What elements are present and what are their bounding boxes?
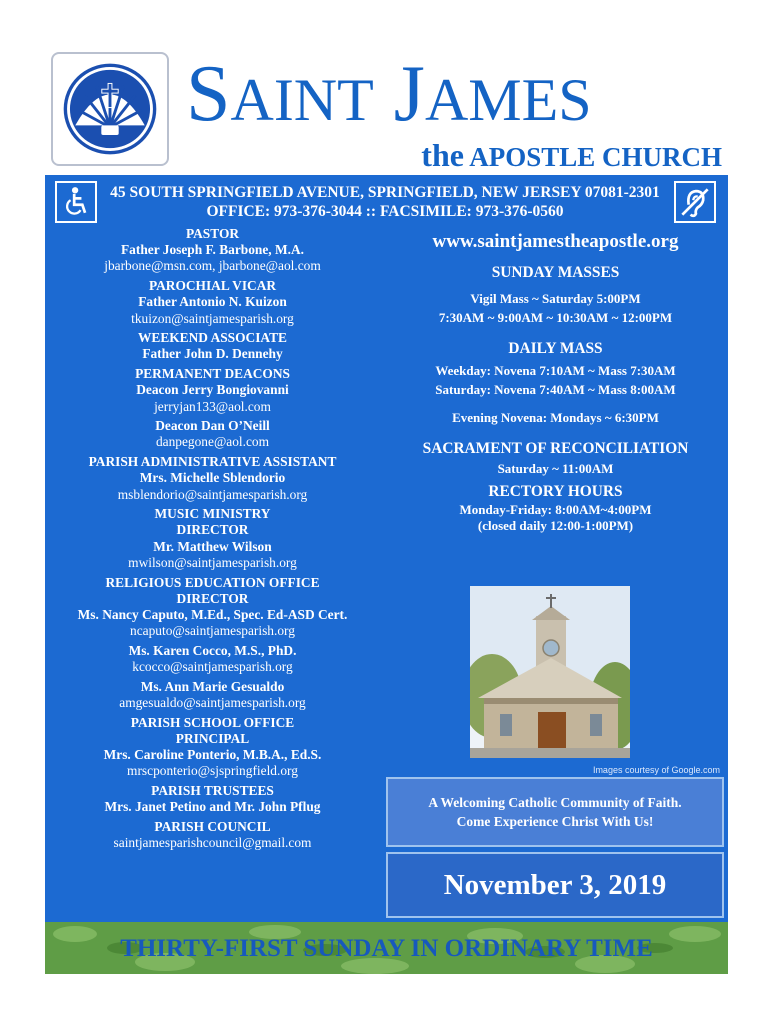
accessibility-box (55, 181, 97, 223)
staff-email: jerryjan133@aol.com (154, 398, 271, 414)
role-weekend-associate: WEEKEND ASSOCIATE (138, 330, 287, 346)
staff-name: Ms. Ann Marie Gesualdo (140, 678, 285, 694)
role-permanent-deacons: PERMANENT DEACONS (135, 366, 290, 382)
staff-email: saintjamesparishcouncil@gmail.com (113, 835, 312, 851)
staff-email: tkuizon@saintjamesparish.org (131, 310, 294, 326)
staff-name: Mrs. Michelle Sblendorio (139, 470, 286, 486)
staff-name: Father Antonio N. Kuizon (138, 294, 287, 310)
reconciliation-time: Saturday ~ 11:00AM (497, 461, 614, 476)
role-school-office: PARISH SCHOOL OFFICE (130, 714, 295, 730)
scallop-shell-cross-icon (53, 54, 167, 164)
rectory-hours: Monday-Friday: 8:00AM~4:00PM (459, 502, 652, 517)
sunday-masses-heading: SUNDAY MASSES (491, 264, 620, 281)
staff-email: amgesualdo@saintjamesparish.org (119, 694, 306, 710)
address-line: 45 SOUTH SPRINGFIELD AVENUE, SPRINGFIELD, NEW JERSEY 07081-2301 (110, 184, 660, 201)
hearing-assist-icon (676, 183, 714, 221)
staff-name: Deacon Jerry Bongiovanni (136, 382, 289, 398)
staff-name: Ms. Karen Cocco, M.S., PhD. (128, 642, 297, 658)
vigil-mass: Vigil Mass ~ Saturday 5:00PM (470, 291, 641, 306)
staff-email: mrscponterio@sjspringfield.org (127, 763, 298, 779)
wheelchair-icon (57, 183, 95, 221)
role-pastor: PASTOR (185, 226, 240, 241)
photo-credit: Images courtesy of Google.com (592, 765, 720, 775)
staff-name: Father John D. Dennehy (142, 346, 283, 362)
page-subtitle: the APOSTLE CHURCH (421, 137, 722, 173)
staff-email: ncaputo@saintjamesparish.org (130, 623, 295, 639)
staff-name: Ms. Nancy Caputo, M.Ed., Spec. Ed-ASD Cert. (77, 606, 348, 622)
bulletin-date: November 3, 2019 (386, 852, 724, 918)
church-photo (470, 586, 630, 758)
staff-email: msblendorio@saintjamesparish.org (117, 486, 308, 502)
staff-name: Deacon Dan O’Neill (155, 418, 270, 434)
staff-email: danpegone@aol.com (155, 434, 270, 450)
role-music-ministry: MUSIC MINISTRY (154, 506, 271, 522)
welcome-box (386, 777, 724, 847)
reconciliation-heading: SACRAMENT OF RECONCILIATION (422, 440, 689, 457)
evening-novena: Evening Novena: Mondays ~ 6:30PM (452, 410, 659, 425)
role-admin-assistant: PARISH ADMINISTRATIVE ASSISTANT (88, 454, 337, 470)
role-parochial-vicar: PAROCHIAL VICAR (148, 278, 277, 294)
sunday-mass-times: 7:30AM ~ 9:00AM ~ 10:30AM ~ 12:00PM (438, 310, 673, 325)
weekday-mass: Weekday: Novena 7:10AM ~ Mass 7:30AM (435, 363, 676, 378)
role-religious-education: RELIGIOUS EDUCATION OFFICE (105, 574, 320, 590)
staff-email: kcocco@saintjamesparish.org (132, 659, 293, 675)
saturday-mass: Saturday: Novena 7:40AM ~ Mass 8:00AM (435, 382, 676, 397)
role-parish-trustees: PARISH TRUSTEES (151, 783, 274, 798)
rectory-closed-note: (closed daily 12:00-1:00PM) (477, 518, 634, 533)
page-title: SAINT JAMES (186, 50, 592, 138)
staff-name: Mr. Matthew Wilson (153, 538, 272, 554)
staff-title: DIRECTOR (176, 522, 249, 538)
website-link[interactable]: www.saintjamestheapostle.org (432, 231, 679, 252)
phone-line: OFFICE: 973-376-3044 :: FACSIMILE: 973-376-0560 (206, 203, 564, 220)
welcome-line-2: Come Experience Christ With Us! (456, 814, 654, 829)
role-parish-council: PARISH COUNCIL (154, 818, 271, 834)
staff-name: Mrs. Janet Petino and Mr. John Pflug (104, 799, 321, 815)
daily-mass-heading: DAILY MASS (508, 340, 603, 357)
church-logo (51, 52, 169, 166)
welcome-line-1: A Welcoming Catholic Community of Faith. (428, 795, 682, 810)
liturgical-banner (45, 922, 728, 974)
banner-title: THIRTY-FIRST SUNDAY IN ORDINARY TIME (120, 935, 653, 962)
schedule-column (398, 230, 713, 534)
staff-name: Father Joseph F. Barbone, M.A. (120, 242, 304, 258)
staff-email: mwilson@saintjamesparish.org (128, 554, 297, 570)
staff-title: DIRECTOR (176, 590, 249, 606)
rectory-hours-heading: RECTORY HOURS (488, 483, 623, 500)
staff-name: Mrs. Caroline Ponterio, M.B.A., Ed.S. (103, 747, 322, 763)
staff-title: PRINCIPAL (175, 730, 250, 746)
staff-directory (45, 226, 380, 851)
hearing-box (674, 181, 716, 223)
staff-email: jbarbone@msn.com, jbarbone@aol.com (104, 258, 321, 274)
